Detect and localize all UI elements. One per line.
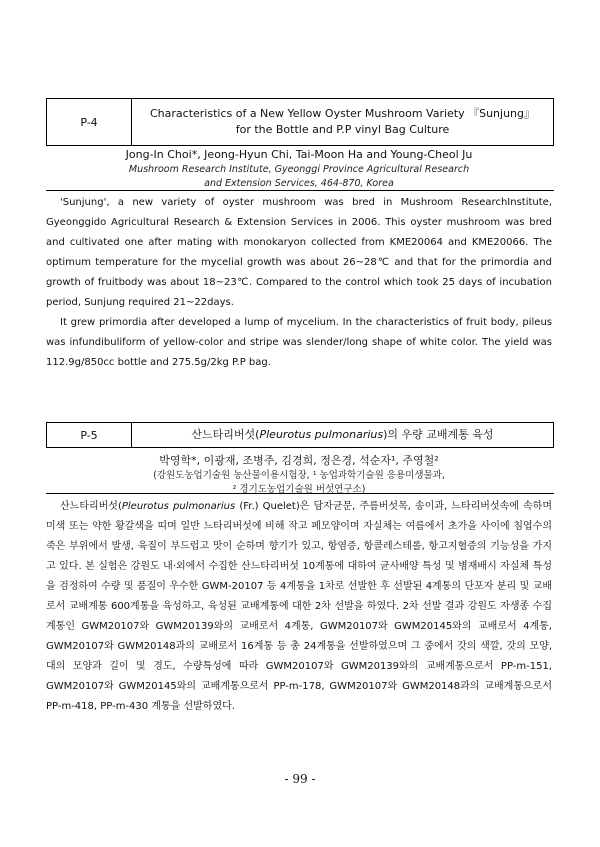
- abstract-title: [132, 423, 553, 447]
- species-name: Pleurotus pulmonarius: [121, 501, 236, 512]
- title-line-1: [191, 427, 493, 443]
- abstract-body: [46, 497, 552, 717]
- page-number: - 99 -: [284, 772, 316, 786]
- abstract-body: [46, 193, 552, 373]
- abstract-header-p5: [46, 422, 554, 448]
- abstract-code: P-4: [47, 99, 132, 145]
- paragraph: [46, 497, 552, 717]
- author-names: Jong-In Choi*, Jeong-Hyun Chi, Tai-Moon Ha and Young-Cheol Ju: [125, 148, 473, 161]
- title-text: 산느타리버섯(: [191, 428, 260, 441]
- affiliation-line-2: ² 경기도농업기술원 버섯연구소): [232, 484, 366, 495]
- title-line-2: for the Bottle and P.P vinyl Bag Culture: [235, 123, 450, 136]
- title-text: )의 우량 교배계통 육성: [383, 428, 494, 441]
- divider: [46, 493, 554, 494]
- author-block: [46, 453, 552, 497]
- abstract-header-p4: [46, 98, 554, 146]
- affiliation-line-1: (강원도농업기술원 농산물이용시험장, ¹ 농업과학기술원 응용미생물과,: [153, 470, 445, 481]
- divider: [46, 190, 554, 191]
- affiliation-line-1: Mushroom Research Institute, Gyeonggi Province Agricultural Research: [128, 164, 470, 175]
- paragraph: It grew primordia after developed a lump of mycelium. In the characteristics of fruit body, pileus was infundibuliform of yellow-color and stripe was slender/long shape of white color. The yield was 112.9g/850cc bottle and 275.5g/2kg P.P bag.: [46, 317, 552, 368]
- paragraph: 'Sunjung', a new variety of oyster mushroom was bred in Mushroom ResearchInstitute, Gyeonggido Agricultural Research & Extension Services in 2006. This oyster mushroom was bred and cultivated one after mating with monokaryon collected from KME20064 and KME20066. The optimum temperature for the mycelial growth was about 26~28℃ and that for the primordia and growth of fruitbody was about 18~23℃. Compared to the control which took 25 days of incubation period, Sunjung required 21~22days.: [46, 197, 552, 308]
- abstract-code: P-5: [47, 423, 132, 447]
- abstract-title: [132, 99, 553, 145]
- author-names: 박영학*, 이광재, 조병주, 김경희, 정은경, 석순자¹, 주영철²: [159, 454, 439, 467]
- body-text: (Fr.) Quelet)은 담자균문, 주름버섯목, 송이과, 느타리버섯속에 속하며 미색 또는 약한 황갈색을 띠며 일반 느타리버섯에 비해 작고 페모양이며 자실체는 여름에서 초가을 사이에 침엽수의 죽은 부위에서 발생, 육질이 부드럽고 맛이 순하며 향기가 있고, 항염증, 항콜레스테롤, 항고지혈증의 기능성을 가지고 있다. 본 실험은 강원도 내·외에서 수집한 산느타리버섯 10계통에 대하여 균사배양 특성 및 병재배시 자실체 특성을 검정하여 수량 및 품질이 우수한 GWM-20107 등 4계통을 1차로 선발한 후 선발된 4계통의 단포자 분리 및 교배로서 교배계통 600계통을 육성하고, 육성된 교배계통에 대한 2차 선발을 하였다. 2차 선발 결과 강원도 자생종 수집계통인 GWM20107와 GWM20139와의 교배로서 4계통, GWM20107와 GWM20145와의 교배로서 4계통, GWM20107와 GWM20148과의 교배로서 16계통 등 총 24계통을 선발하였으며 그 중에서 갓의 색깔, 갓의 모양, 대의 모양과 길이 및 경도, 수량특성에 따라 GWM20107와 GWM20139와의 교배계통으로서 PP-m-151, GWM20107와 GWM20145와의 교배계통으로서 PP-m-178, GWM20107와 GWM20148과의 교배계통으로서 PP-m-418, PP-m-430 계통을 선발하였다.: [46, 501, 553, 712]
- body-text: 산느타리버섯(: [60, 501, 122, 512]
- affiliation-line-2: and Extension Services, 464-870, Korea: [204, 178, 394, 189]
- title-line-1: Characteristics of a New Yellow Oyster Mushroom Variety 『Sunjung』: [149, 107, 536, 120]
- species-name: Pleurotus pulmonarius: [259, 428, 384, 441]
- author-block: [46, 147, 552, 191]
